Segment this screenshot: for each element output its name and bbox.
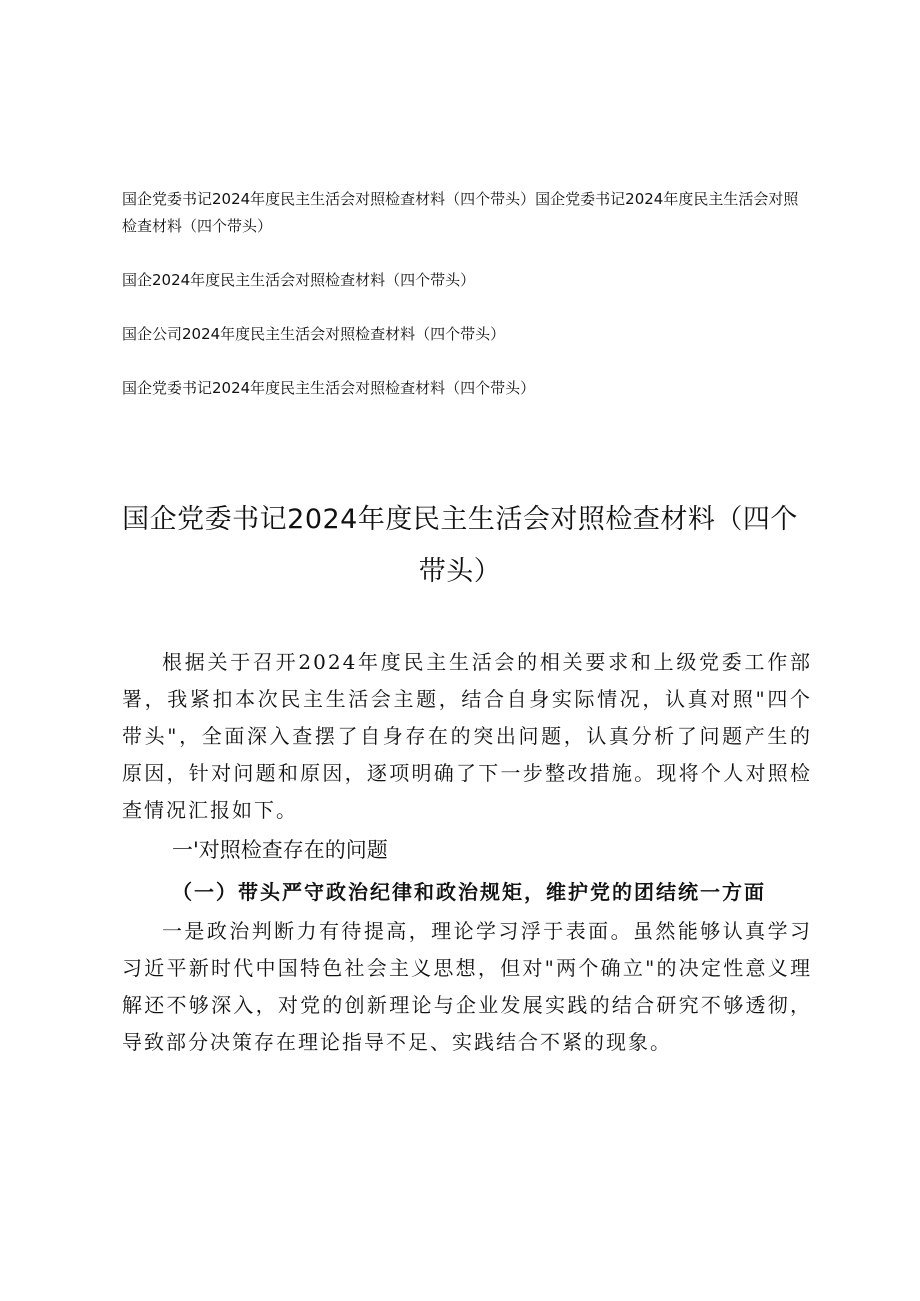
- table-of-contents: [122, 186, 812, 429]
- toc-item[interactable]: 国企2024年度民主生活会对照检查材料（四个带头）: [122, 271, 476, 289]
- toc-item[interactable]: 国企公司2024年度民主生活会对照检查材料（四个带头）: [122, 325, 506, 343]
- subsection-heading: （一）带头严守政治纪律和政治规矩，维护党的团结统一方面: [172, 880, 766, 904]
- document-body: [122, 644, 812, 1061]
- toc-item[interactable]: 国企党委书记2024年度民主生活会对照检查材料（四个带头）国企党委书记2024年度民主生活会对照检查材料（四个带头）: [122, 190, 799, 235]
- intro-paragraph: 根据关于召开2024年度民主生活会的相关要求和上级党委工作部署，我紧扣本次民主生活会主题，结合自身实际情况，认真对照"四个带头"，全面深入查摆了自身存在的突出问题，认真分析了问题产生的原因，针对问题和原因，逐项明确了下一步整改措施。现将个人对照检查情况汇报如下。: [122, 650, 812, 822]
- section-heading: 一'对照检查存在的问题: [172, 838, 388, 862]
- toc-item[interactable]: 国企党委书记2024年度民主生活会对照检查材料（四个带头）: [122, 379, 536, 397]
- body-paragraph: 一是政治判断力有待提高，理论学习浮于表面。虽然能够认真学习习近平新时代中国特色社会主义思想，但对"两个确立"的决定性意义理解还不够深入，对党的创新理论与企业发展实践的结合研究不够透彻，导致部分决策存在理论指导不足、实践结合不紧的现象。: [122, 919, 812, 1054]
- document-title: 国企党委书记2024年度民主生活会对照检查材料（四个带头）: [122, 504, 798, 587]
